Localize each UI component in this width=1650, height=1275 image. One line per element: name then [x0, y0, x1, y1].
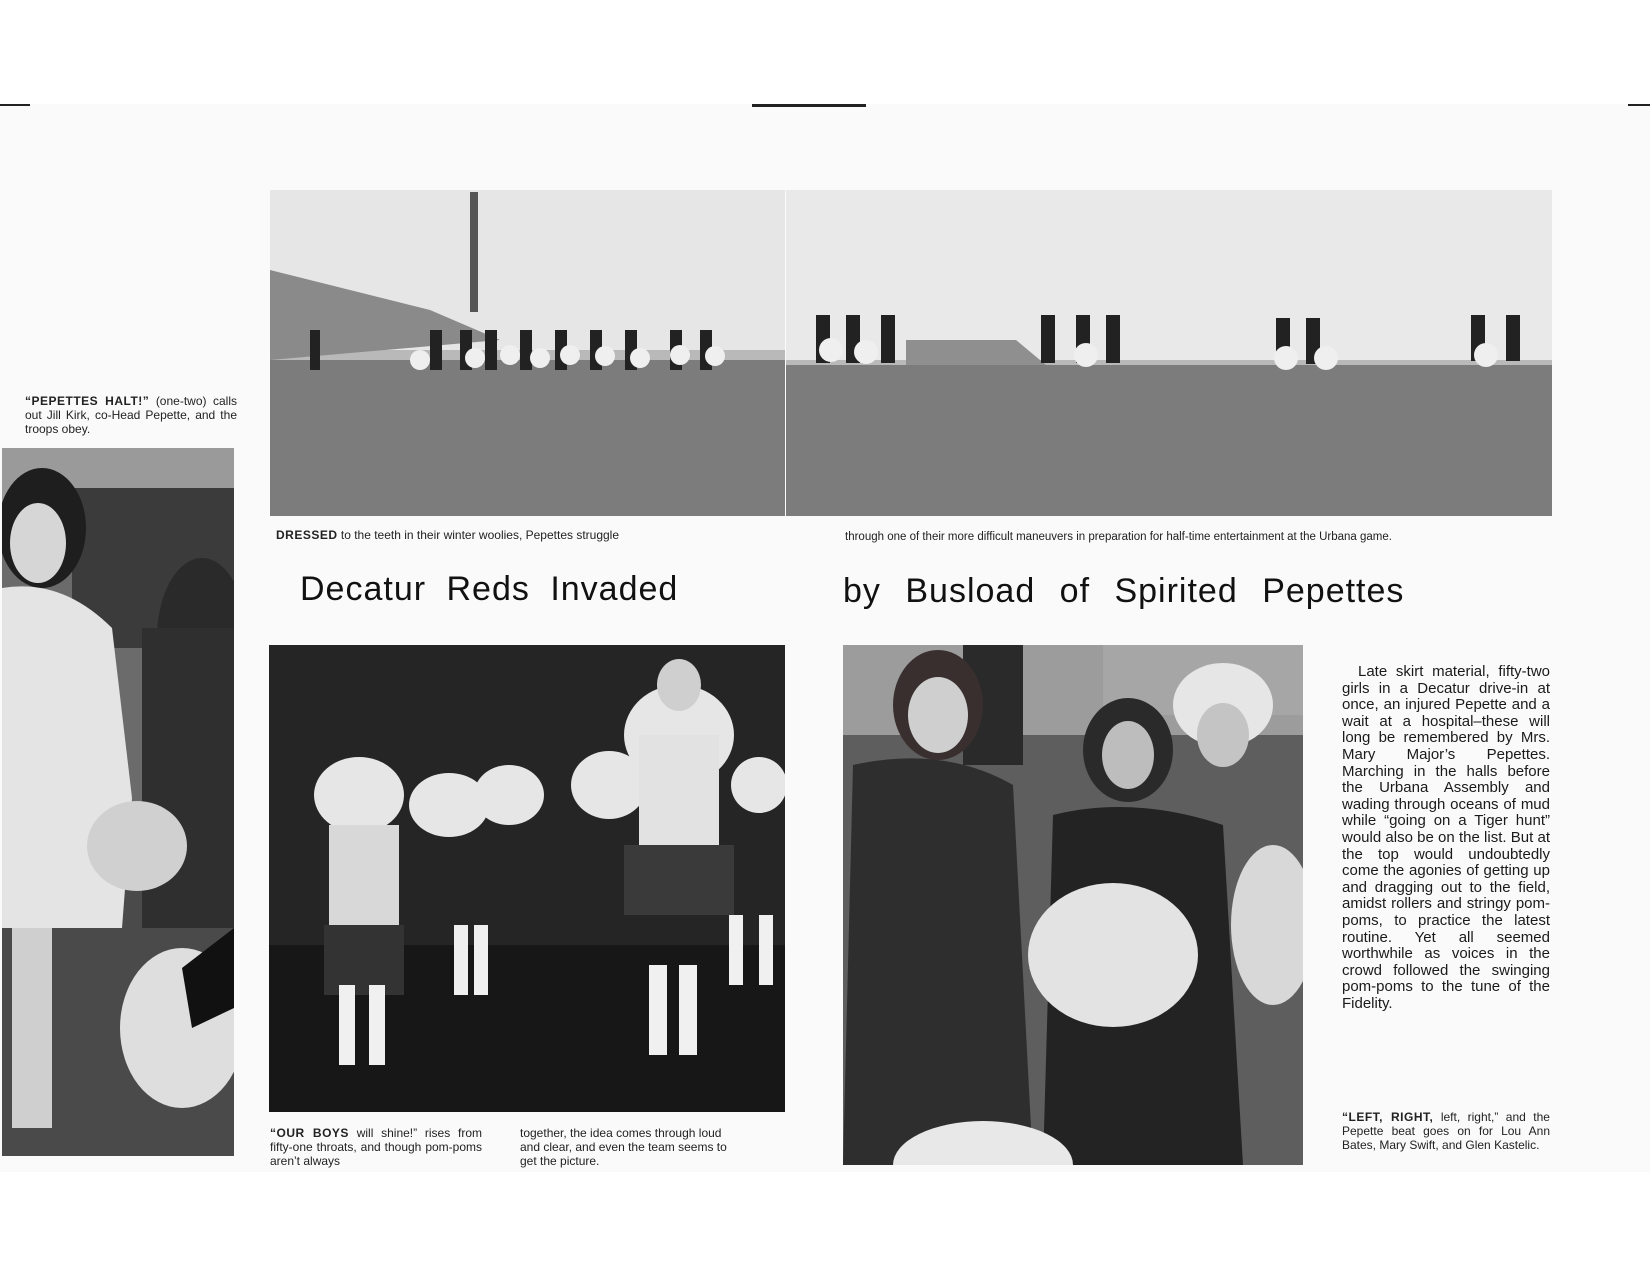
caption-our-boys-continued [520, 1126, 735, 1168]
photo-field-practice-left [270, 190, 785, 516]
caption-our-boys [270, 1126, 482, 1168]
caption-pepettes-halt [25, 394, 237, 436]
caption-text: together, the idea comes through loud and clear, and even the team seems to get the picture. [520, 1126, 727, 1168]
caption-lead: “PEPETTES HALT!” [25, 394, 150, 408]
headline-right: by Busload of Spirited Pepettes [843, 572, 1405, 610]
photo-gym-pompoms [269, 645, 785, 1112]
caption-text: left, right,” and the Pepette beat goes on for Lou Ann Bates, Mary Swift, and Glen Kastelic. [1342, 1110, 1550, 1152]
article-body [1342, 664, 1550, 1012]
photo-field-practice-right [786, 190, 1552, 516]
caption-lead: “LEFT, RIGHT, [1342, 1110, 1434, 1124]
headline-left: Decatur Reds Invaded [300, 570, 679, 608]
photo-three-pepettes [843, 645, 1303, 1165]
caption-text: to the teeth in their winter woolies, Pepettes struggle [340, 528, 620, 542]
caption-left-right [1342, 1110, 1550, 1152]
article-body-text: Late skirt material, fifty-two girls in a Decatur drive-in at once, an injured Pepette and a wait at a hospital–these will long be remembered by Mrs. Mary Major’s Pepettes. Marching in the halls before the Urbana Assembly and wading through oceans of mud while “going on a Tiger hunt” would also be on the list. But at the top would undoubtedly come the agonies of getting up and dragging out to the field, amidst rollers and stringy pom-poms, to practice the latest routine. Yet all seemed worthwhile as voices in the crowd followed the swinging pom-poms to the tune of the Fidelity. [1342, 663, 1550, 1012]
caption-text: will shine!” rises from fifty-one throats, and though pom-poms aren’t always [270, 1126, 482, 1168]
center-fold-mark [752, 104, 866, 107]
caption-through [845, 530, 1545, 544]
caption-text: (one-two) calls out Jill Kirk, co-Head Pepette, and the troops obey. [25, 394, 238, 436]
caption-dressed [276, 528, 756, 542]
caption-lead: “OUR BOYS [270, 1126, 349, 1140]
caption-lead: DRESSED [276, 528, 338, 542]
top-left-rule [0, 104, 30, 106]
photo-jill-kirk [2, 448, 234, 1156]
caption-text: through one of their more difficult maneuvers in preparation for half-time entertainment at the Urbana game. [845, 531, 1392, 543]
top-right-rule [1628, 104, 1650, 106]
